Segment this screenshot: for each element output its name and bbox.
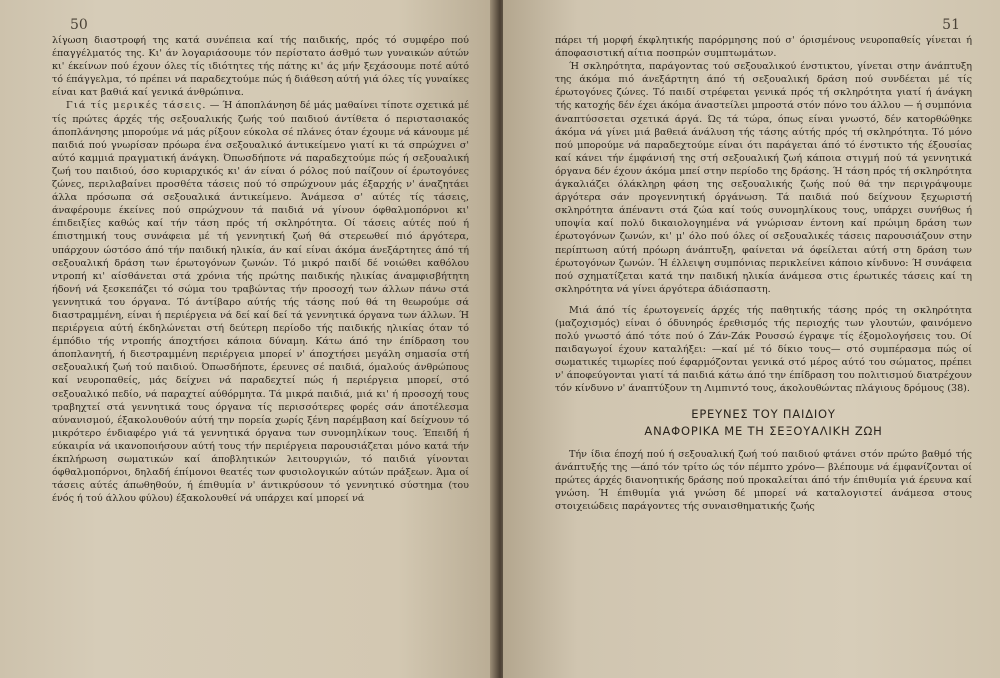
paragraph: Μιά άπό τίς έρωτογενείς άρχές τής παθητικής τάσης πρός τη σκληρότητα (μαζοχισμός) είναι ό όδυνηρός έρεθισμός τής περιοχής των γλουτών, φαινόμενο πολύ γνωστό άπό τότε πού ό Ζάν-Ζάκ Ρουσσώ έγραψε τίς έξομολογήσεις του. Οί παιδαγωγοί έχουν καταλήξει: —καί μέ τό δίκιο τους— στό συμπέρασμα πώς οί σωματικές τιμωρίες πού έφαρμόζονται γενικά στό μέρος αύτό του σώματος, πρέπει ν' άποφεύγονται γιατί τά παιδιά κάτω άπό την έπίδραση του πολιτισμού διατρέχουν τόν κίνδυνο ν' άναπτύξουν τη Λιμπιντό τους, άκολουθώντας πλάγιους δρόμους (38). bbox=[555, 304, 972, 395]
subsection-lead: Γιά τίς μερικές τάσεις. bbox=[66, 100, 207, 112]
paragraph: Ή σκληρότητα, παράγοντας τού σεξουαλικού ένστικτου, γίνεται στην άνάπτυξη της άκόμα πιό άνεξάρτητη άπό τή σεξουαλική δράση πού συνδέεται μέ τίς έρωτογόνες ζώνες. Τό παιδί στρέφεται γενικά πρός τή σκληρότητα γιατί ή άνάγκη τής κατοχής δέν έχει άκόμα άναστείλει μπροστά στόν πόνο του άλλου — ή συμπόνια άναπτύσσεται σχετικά άργά. Ώς τά τώρα, όπως είναι γνωστό, δέν κατορθώθηκε άκόμα νά γίνει μιά βαθειά άνάλυση τής τάσης αύτής πρός τή σκληρότητα. Τό μόνο πού μπορούμε νά παραδεχτούμε είναι ότι παράγεται άπό τό ένστικτο τής έξουσίας καί κάνει τήν έμφάνισή της στή σεξουαλική ζωή κάποια στιγμή πού τά γεννητικά όργανα δέν έχουν άκόμα μπεί στην περίοδο της δράσης. Ή τάση πρός τή σκληρότητα άγκαλιάζει όλάκληρη φάση της σεξουαλικής ζωής πού θά την περιγράψουμε άργότερα σάν προγεννητική όργάνωση. Τά παιδιά πού δείχνουν ξεχωριστή σκληρότητα άπέναντι στά ζώα καί τούς συνομηλίκους τους, υπάρχει συνήθως ή υποψία καί πολύ δικαιολογημένα νά γνώρισαν έντονη καί πρώιμη δράση των έρωτογόνων ζωνών, κι' μ' όλο πού όλες οί σεξουαλικές τάσεις παρουσιάζουν στην περίπτωση αύτή πρόωρη άνάπτυξη, φαίνεται νά όφείλεται αύτή στη δράση των έρωτογόνων ζωνών. Ή έλλειψη συμπόνιας περικλείνει κάποιο κίνδυνο: Ή συνάφεια πού σχηματίζεται κατά την παιδική ηλικία άνάμεσα στις έρωτικές τάσεις καί τη σκληρότητα νά γίνει άργότερα άδιάσπαστη. bbox=[555, 61, 972, 295]
page-number: 51 bbox=[942, 17, 960, 33]
left-page bbox=[0, 0, 497, 678]
paragraph-gap bbox=[555, 296, 972, 304]
left-page-text bbox=[52, 34, 469, 505]
right-page-text bbox=[555, 34, 972, 396]
section-heading-line1: ΕΡΕΥΝΕΣ ΤΟΥ ΠΑΙΔΙΟΥ bbox=[691, 406, 836, 421]
paragraph: λίγωση διαστροφή της κατά συνέπεια καί τής παιδικής, πρός τό συμφέρο πού έπαγγέλματός της. Κι' άν λογαριάσουμε τόν περίστατο άσθμό των γυναικών αύτών κι' έκείνων πού έχουν όλες τίς ιδιότητες τής πάτης κι' άς μήν ξεχάσουμε ποτέ αύτό τό έπάγγελμα, τό πρέπει νά παραδεχτούμε πώς ή διάθεση αύτή γιά όλες τίς γυναίκες είναι κατ βαθιά καί γενικά άνθρώπινα. bbox=[52, 35, 469, 99]
page-number: 50 bbox=[70, 17, 88, 33]
paragraph: Τήν ίδια έποχή πού ή σεξουαλική ζωή τού παιδιού φτάνει στόν πρώτο βαθμό τής άνάπτυξής της —άπό τόν τρίτο ώς τόν πέμπτο χρόνο— βλέπουμε νά έμφανίζονται οί πρώτες άρχές διανοητικής δράσης πού προκαλείται άπό τήν έπιθυμία γιά έρευνα καί γνώση. Ή έπιθυμία γιά γνώση δέ μπορεί νά καταλογιστεί άνάμεσα στους στοιχειώδεις παράγοντες τής συναισθηματικής ζωής bbox=[555, 448, 972, 512]
right-page bbox=[503, 0, 1000, 678]
paragraph-body: — Ή άποπλάνηση δέ μάς μαθαίνει τίποτε σχετικά μέ τίς πρώτες άρχές τής σεξουαλικής ζωής τού παιδιού άντίθετα ό περιστασιακός άποπλάνησης μπορούμε νά μάς ρίξουν εύκολα σέ πλάνες όταν έχουμε νά κάνουμε μέ παιδιά πού γνωρίσαν πρόωρα ένα σεξουαλικό άντικείμενο γιατί κι τά σπρώχνει σ' αύτό καμμιά πραγματική άνάγκη. Όπωσδήποτε νά παραδεχτούμε πώς ή σεξουαλική ζωή του παιδιού, όσο κυριαρχικός κι' άν είναι ό ρόλος πού παίζουν οί έρωτογόνες ζώνες, περιλαβαίνει προσθέτα τάσεις πού τό σπρώχνουν μάς έξαρχής ν' άναζητάει άλλα πρόσωπα σά σεξουαλικά άντικείμενο. Άνάμεσα σ' αύτές τίς τάσεις, άναφέρουμε έκείνες πού σπρώχνουν τά παιδιά νά γίνουν όφθαλμοπόρνοι κι' έπιδειξίες καθώς καί τήν τάση πρός τή σκληρότητα. Οί τάσεις αύτές πού ή έπιστημική τους συνάφεια μέ τή γεννητική ζωή θά στερεωθεί πιό άργότερα, υπάρχουν ώστόσο άπό τήν παιδική ηλικία, άν καί είναι άκόμα άνεξάρτητες άπό τή σεξουαλική δράση των έρωτογόνων ζωνών. Τό μικρό παιδί δέ νοιώθει καθόλου ντροπή κι' αίσθάνεται στά χρόνια τής πρώτης παιδικής ηλικίας άναμφισβήτητη ήδονή νά ξεσκεπάζει τό σώμα του τραβώντας τήν προσοχή των άλλων πάνω στά γεννητικά του όργανα. Τό άντίβαρο αύτής τής τάσης πού θά τη θεωρούμε σά διαστραμμένη, είναι ή περιέργεια νά δεί καί δεί τά γεννητικά όργανα των άλλων. Ή περιέργεια αύτή έκδηλώνεται στή δεύτερη περίοδο τής παιδικής ηλικίας όταν τό έμπόδιο τής ντροπής άποχτήσει κάποια δύναμη. Κάτω άπό την έπίδραση του άποπλανητή, ή διεστραμμένη περιέργεια μπορεί ν' άποχτήσει μεγάλη σημασία στή σεξουαλική ζωή τού παιδιού. Όπωσδήποτε, έρευνες σέ παιδιά, όμαλούς άνθρώπους καί νευροπαθείς, μάς δείχνει νά παραδεχτεί πώς ή περιέργεια μπορεί, στό σεξουαλικό πεδίο, νά παραχτεί αύθόρμητα. Τά μικρά παιδιά, μιά κι' ή προσοχή τους τραβηχτεί στά γεννητικά τους όργανα τίς περισσότερες φορές σάν άποτέλεσμα αύνανισμού, έξακολουθούν αύτή την πορεία χωρίς ξένη παρέμβαση καί δείχνουν τό μικρότερο ένδιαφέρο γιά τά γεννητικά όργανα των συνομηλίκων τους. Έπειδή ή εύκαιρία νά ικανοποιήσουν αύτή τους τήν περιέργεια παρουσιάζεται μόνο κατά τήν έκπλήρωση σωματικών καί άποβλητικών λειτουργιών, τό παιδιά γίνονται όφθαλμοπόρνοι, δηλαδή έπίμονοι θεατές των φυσιολογικών αύτών πράξεων. Άμα οί τάσεις αύτές άπωθηθούν, ή έπιθυμία ν' άντικρύσουν τό γεννητικό σύστημα (του ένός ή τού άλλου φύλου) έξακολουθεί νά υπάρχει καί μπορεί νά bbox=[52, 100, 469, 505]
section-heading-line2: ΑΝΑΦΟΡΙΚΑ ΜΕ ΤΗ ΣΕΞΟΥΑΛΙΚΗ ΖΩΗ bbox=[644, 423, 883, 438]
paragraph bbox=[52, 99, 469, 505]
section-heading bbox=[555, 406, 972, 440]
paragraph: πάρει τή μορφή έκφλητικής παρόρμησης πού σ' όρισμένους νευροπαθείς γίνεται ή άποφασιστική αίτια ποσπρών συμπτωμάτων. bbox=[555, 35, 972, 60]
right-page-text-bottom bbox=[555, 448, 972, 513]
